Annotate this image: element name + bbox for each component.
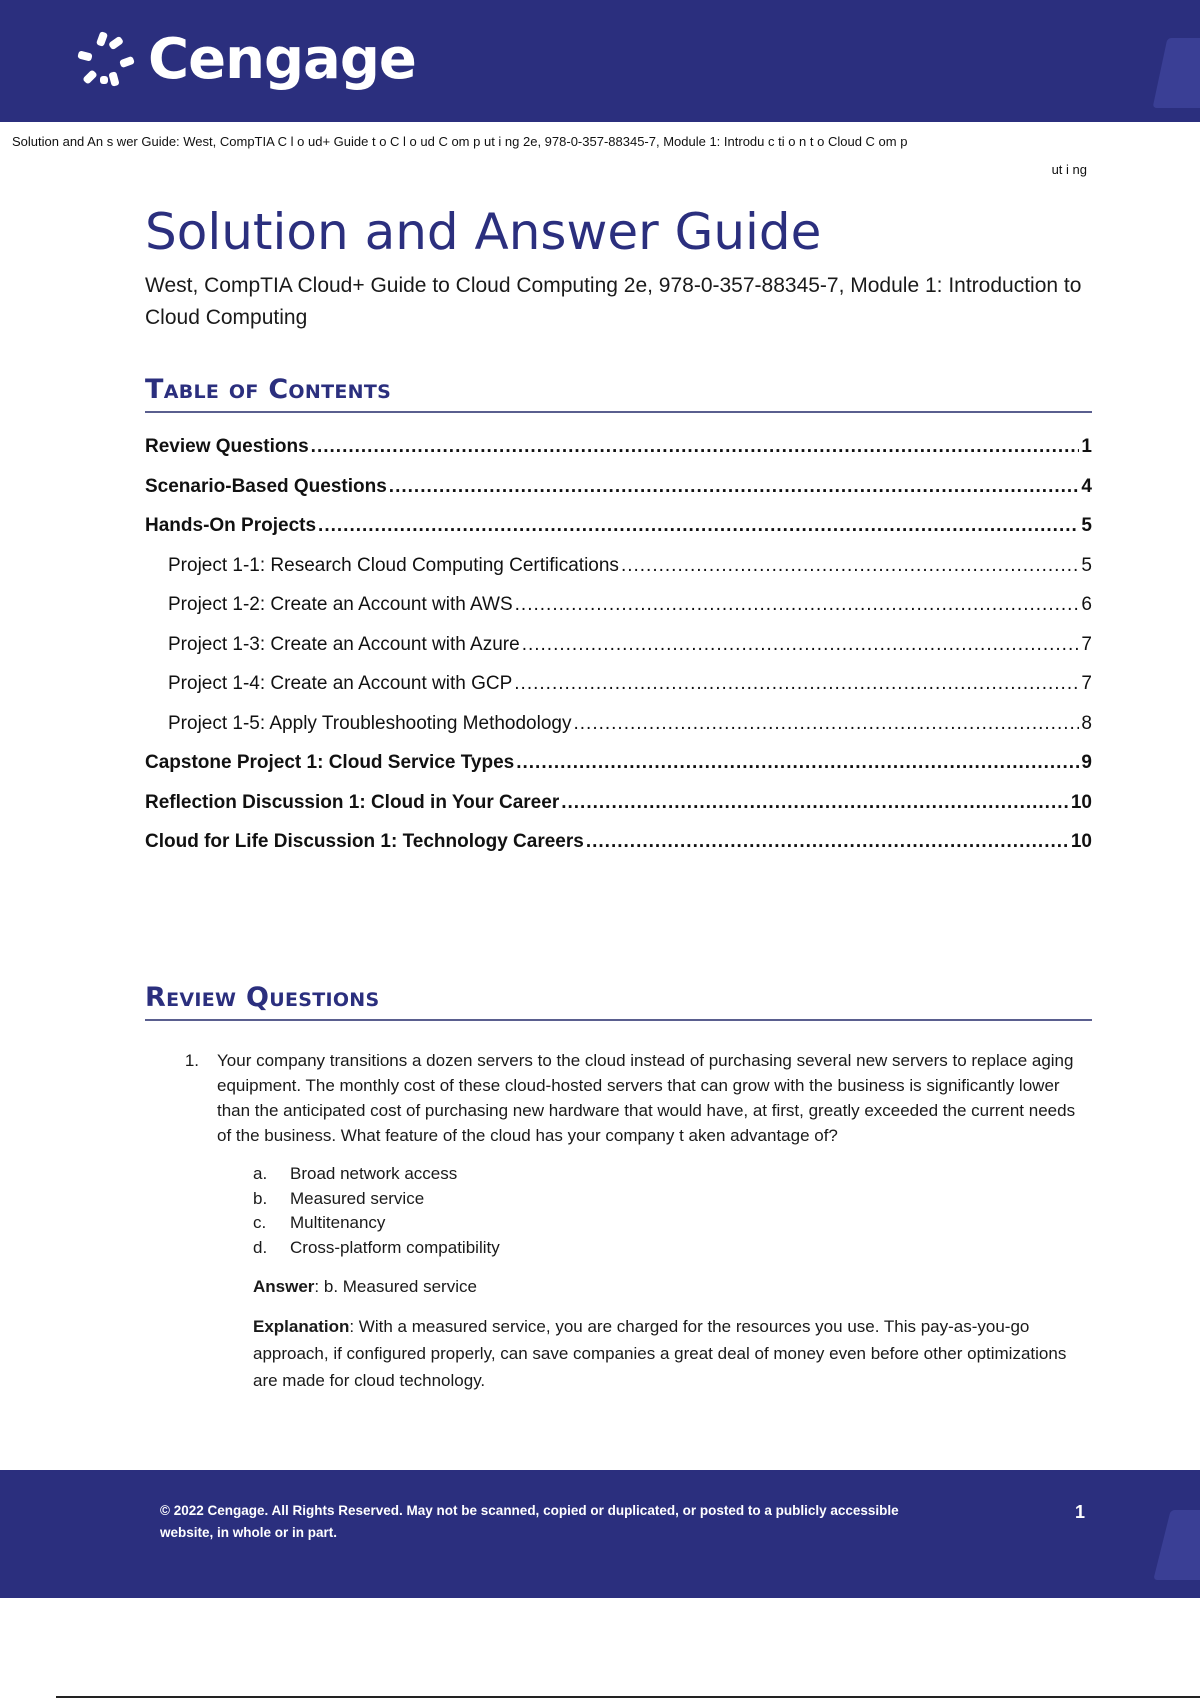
toc-entry-label: Scenario-Based Questions: [145, 475, 387, 497]
toc-leader-dots: [389, 467, 1080, 507]
toc-entry-label: Project 1-1: Research Cloud Computing Certifications: [168, 554, 619, 576]
toc-entry-label: Project 1-3: Create an Account with Azure: [168, 633, 520, 655]
question-number: 1.: [184, 1051, 199, 1070]
toc-entry[interactable]: [145, 822, 1092, 862]
main-content: [145, 200, 1092, 862]
option-item: [253, 1187, 1085, 1212]
option-letter: a.: [253, 1164, 268, 1183]
toc-leader-dots: [621, 546, 1079, 586]
toc-heading: Table of Contents: [145, 374, 1092, 413]
table-of-contents: [145, 427, 1092, 862]
running-header-line: Solution and An s wer Guide: West, CompTIA C l o ud+ Guide t o C l o ud C om p ut i ng 2e, 978-0-357-88345-7, Module 1: Introdu c ti o n t o Cloud C om p: [12, 134, 908, 149]
option-text: Multitenancy: [290, 1213, 386, 1232]
answer-options: [145, 1162, 1085, 1260]
toc-entry[interactable]: [145, 783, 1092, 823]
toc-subentry[interactable]: [145, 546, 1092, 586]
toc-entry[interactable]: [145, 743, 1092, 783]
toc-entry-label: Review Questions: [145, 436, 309, 457]
review-questions-heading: Review Questions: [145, 982, 1092, 1021]
toc-leader-dots: [573, 704, 1079, 744]
answer-line: [145, 1274, 1085, 1299]
toc-leader-dots: [516, 743, 1079, 783]
toc-leader-dots: [561, 783, 1069, 823]
toc-entry-label: Project 1-2: Create an Account with AWS: [168, 594, 513, 615]
question-block: [145, 1048, 1085, 1394]
cengage-logo: [74, 28, 416, 92]
decorative-corner-shape: [1153, 1510, 1200, 1580]
question-text: Your company transitions a dozen servers to the cloud instead of purchasing several new servers to replace aging equipment. The monthly cost of these cloud-hosted servers that can grow with the business is significantly lower than the anticipated cost of purchasing new hardware that would have, at first, greatly exceeded the current needs of the business. What feature of the cloud has your company t aken advantage of?: [217, 1051, 1076, 1145]
toc-entry-page: 7: [1081, 633, 1092, 655]
toc-entry[interactable]: [145, 427, 1092, 467]
toc-leader-dots: [318, 506, 1079, 546]
explanation-text: : With a measured service, you are charged for the resources you use. This pay-as-you-go approach, if configured properly, can save companies a great deal of money even before other optimizations are made for cloud technology.: [253, 1317, 1067, 1390]
toc-entry-label: Project 1-4: Create an Account with GCP: [168, 673, 513, 694]
option-letter: c.: [253, 1213, 267, 1232]
toc-entry-page: 6: [1081, 594, 1092, 615]
running-header: [12, 128, 1087, 184]
brand-name: Cengage: [148, 27, 416, 92]
option-text: Broad network access: [290, 1164, 458, 1183]
option-item: [253, 1162, 1085, 1187]
document-subtitle: West, CompTIA Cloud+ Guide to Cloud Computing 2e, 978-0-357-88345-7, Module 1: Introduction to Cloud Computing: [145, 274, 1082, 329]
toc-entry-page: 5: [1081, 554, 1092, 576]
toc-leader-dots: [515, 585, 1080, 625]
toc-entry-label: Hands-On Projects: [145, 515, 317, 536]
toc-subentry[interactable]: [145, 704, 1092, 744]
document-title: Solution and Answer Guide: [145, 203, 822, 261]
footer-band: [0, 1470, 1200, 1598]
running-header-line-continued: ut i ng: [1051, 162, 1087, 177]
toc-leader-dots: [514, 664, 1079, 704]
toc-entry-page: 7: [1081, 673, 1092, 694]
answer-label: Answer: [253, 1277, 315, 1296]
toc-entry-page: 1: [1081, 436, 1092, 457]
toc-subentry[interactable]: [145, 625, 1092, 665]
page-number: 1: [1075, 1502, 1086, 1522]
question-row: [145, 1048, 1085, 1148]
option-letter: d.: [253, 1237, 268, 1257]
toc-subentry[interactable]: [145, 664, 1092, 704]
toc-entry-page: 5: [1081, 515, 1092, 536]
decorative-corner-shape: [1153, 38, 1200, 108]
explanation-paragraph: [145, 1313, 1085, 1394]
option-text: Measured service: [290, 1188, 425, 1208]
toc-entry-page: 4: [1081, 475, 1092, 497]
header-band: [0, 0, 1200, 122]
toc-entry-label: Project 1-5: Apply Troubleshooting Methodology: [168, 712, 572, 734]
option-letter: b.: [253, 1188, 268, 1208]
toc-leader-dots: [522, 625, 1080, 665]
toc-entry-label: Capstone Project 1: Cloud Service Types: [145, 752, 515, 773]
toc-subentry[interactable]: [145, 585, 1092, 625]
toc-entry-label: Cloud for Life Discussion 1: Technology Careers: [145, 831, 584, 852]
copyright-notice: © 2022 Cengage. All Rights Reserved. May not be scanned, copied or duplicated, or posted to a publicly accessible website, in whole or in part.: [160, 1503, 899, 1540]
toc-entry-page: 10: [1070, 831, 1092, 852]
page-bottom-divider: [56, 1696, 1200, 1698]
option-text: Cross-platform compatibility: [290, 1237, 500, 1257]
cengage-logo-mark-icon: [74, 28, 138, 92]
option-item: [253, 1211, 1085, 1236]
toc-entry-page: 9: [1081, 752, 1092, 773]
toc-leader-dots: [311, 427, 1080, 467]
toc-entry[interactable]: [145, 467, 1092, 507]
toc-entry-page: 8: [1081, 712, 1092, 734]
toc-leader-dots: [586, 822, 1069, 862]
toc-entry-label: Reflection Discussion 1: Cloud in Your Career: [145, 791, 560, 813]
explanation-label: Explanation: [253, 1317, 350, 1336]
option-item: [253, 1236, 1085, 1261]
toc-entry[interactable]: [145, 506, 1092, 546]
toc-entry-page: 10: [1070, 791, 1092, 813]
answer-text: : b. Measured service: [314, 1277, 477, 1296]
